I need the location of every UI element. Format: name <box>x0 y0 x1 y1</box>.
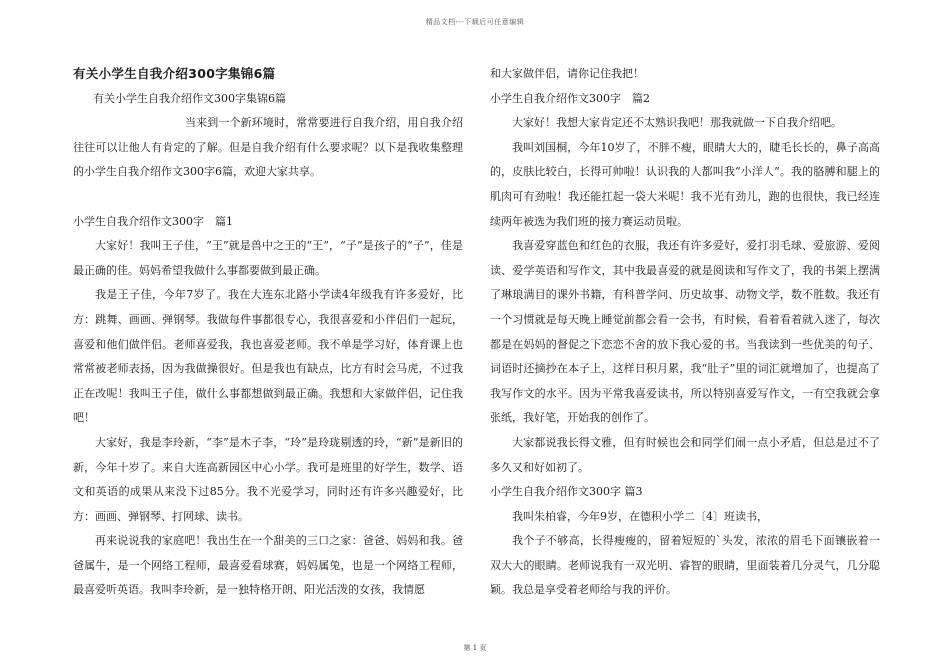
essay2-paragraph-3: 我喜爱穿蓝色和红色的衣服，我还有许多爱好，爱打羽毛球、爱旅游、爱阅读、爱学英语和写作文，其中我最喜爱的就是阅读和写作文了，我的书架上摆满了琳琅满目的课外书籍，有科普学问、历史故事、动物文学，数不胜数。我还有一个习惯就是每天晚上睡觉前都会看一会书，有时候，看着看着就入迷了，每次都是在妈妈的督促之下恋恋不舍的放下我心爱的书。当我读到一些优美的句子、词语时还摘抄在本子上，这样日积月累，我“肚子”里的词汇就增加了，也提高了我写作文的水平。因为平常我喜爱读书，所以特别喜爱写作文，一有空我就会拿张纸，我好笔，开始我的创作了。 <box>490 239 880 425</box>
essay3-heading: 小学生自我介绍作文300字 篇3 <box>490 485 643 499</box>
essay1-paragraph-4: 再来说说我的家庭吧！我出生在一个甜美的三口之家：爸爸、妈妈和我。爸爸属牛，是一个网络工程师，最喜爱看球赛，妈妈属兔，也是一个网络工程师，最喜爱听英语。我叫李玲新，是一独特格开朗、阳光活泼的女孩，我情愿 <box>73 534 463 597</box>
intro-paragraph: 当来到一个新环境时，常常要进行自我介绍，用自我介绍往往可以让他人有肯定的了解。但是自我介绍有什么要求呢？以下是我收集整理的小学生自我介绍作文300字6篇，欢迎大家共享。 <box>73 116 463 179</box>
essay1-heading: 小学生自我介绍作文300字 篇1 <box>73 214 233 228</box>
document-subtitle: 有关小学生自我介绍作文300字集锦6篇 <box>93 91 286 105</box>
right-column <box>490 62 880 603</box>
essay1-paragraph-1: 大家好！我叫王子佳，“王”就是兽中之王的“王”，“子”是孩子的“子”，佳是最正确的佳。妈妈希望我做什么事都要做到最正确。 <box>73 239 463 277</box>
essay2-paragraph-2: 我叫刘国桐，今年10岁了，不胖不瘦，眼睛大大的，睫毛长长的，鼻子高高的，皮肤比较白，长得可帅啦！认识我的人都叫我“小洋人”。我的胳膊和腿上的肌肉可有劲啦！我还能扛起一袋大米呢！我不光有劲儿，跑的也很快，我已经连续两年被选为我们班的接力赛运动员啦。 <box>490 140 880 228</box>
essay1-paragraph-3: 大家好，我是李玲新，“李”是木子李，“玲”是玲珑剔透的玲，“新”是新旧的新，今年十岁了。来自大连高新园区中心小学。我可是班里的好学生，数学、语文和英语的成果从来没下过85分。我不光爱学习，同时还有许多兴趣爱好，比方：画画、弹钢琴、打网球、读书。 <box>73 435 463 523</box>
essay3-paragraph-1: 我叫朱柏睿，今年9岁，在德积小学二〔4〕班读书， <box>512 509 768 523</box>
essay2-heading: 小学生自我介绍作文300字 篇2 <box>490 91 650 105</box>
essay1-paragraph-4-continued: 和大家做伴侣，请你记住我把！ <box>490 67 644 80</box>
essay1-paragraph-2: 我是王子佳，今年7岁了。我在大连东北路小学读4年级我有许多爱好，比方：跳舞、画画、弹钢琴。我做每件事都很专心，我很喜爱和小伴侣们一起玩，喜爱和他们做伴侣。老师喜爱我，我也喜爱老师。我不单是学习好，体育课上也常常被老师表扬，因为我做操很好。但是我也有缺点，比方有时会马虎，不过我正在改呢！我叫王子佳，做什么事都想做到最正确。我想和大家做伴侣，记住我吧！ <box>73 288 463 425</box>
essay2-paragraph-4: 大家都说我长得文雅，但有时候也会和同学们闹一点小矛盾，但总是过不了多久又和好如初了。 <box>490 435 880 474</box>
page-header: 精品文档---下载后可任意编辑 <box>425 18 525 26</box>
left-column <box>73 62 463 603</box>
essay3-paragraph-2: 我个子不够高，长得瘦瘦的，留着短短的`头发，浓浓的眉毛下面镶嵌着一双大大的眼睛。老师说我有一双光明、睿智的眼睛，里面装着几分灵气，几分聪颖。我总是享受着老师给与我的评价。 <box>490 534 880 597</box>
essay2-paragraph-1: 大家好！我想大家肯定还不太熟识我吧！那我就做一下自我介绍吧。 <box>512 116 842 130</box>
document-title: 有关小学生自我介绍300字集锦6篇 <box>73 66 276 81</box>
page-number: 第 1 页 <box>463 644 487 652</box>
spacer <box>73 185 463 210</box>
